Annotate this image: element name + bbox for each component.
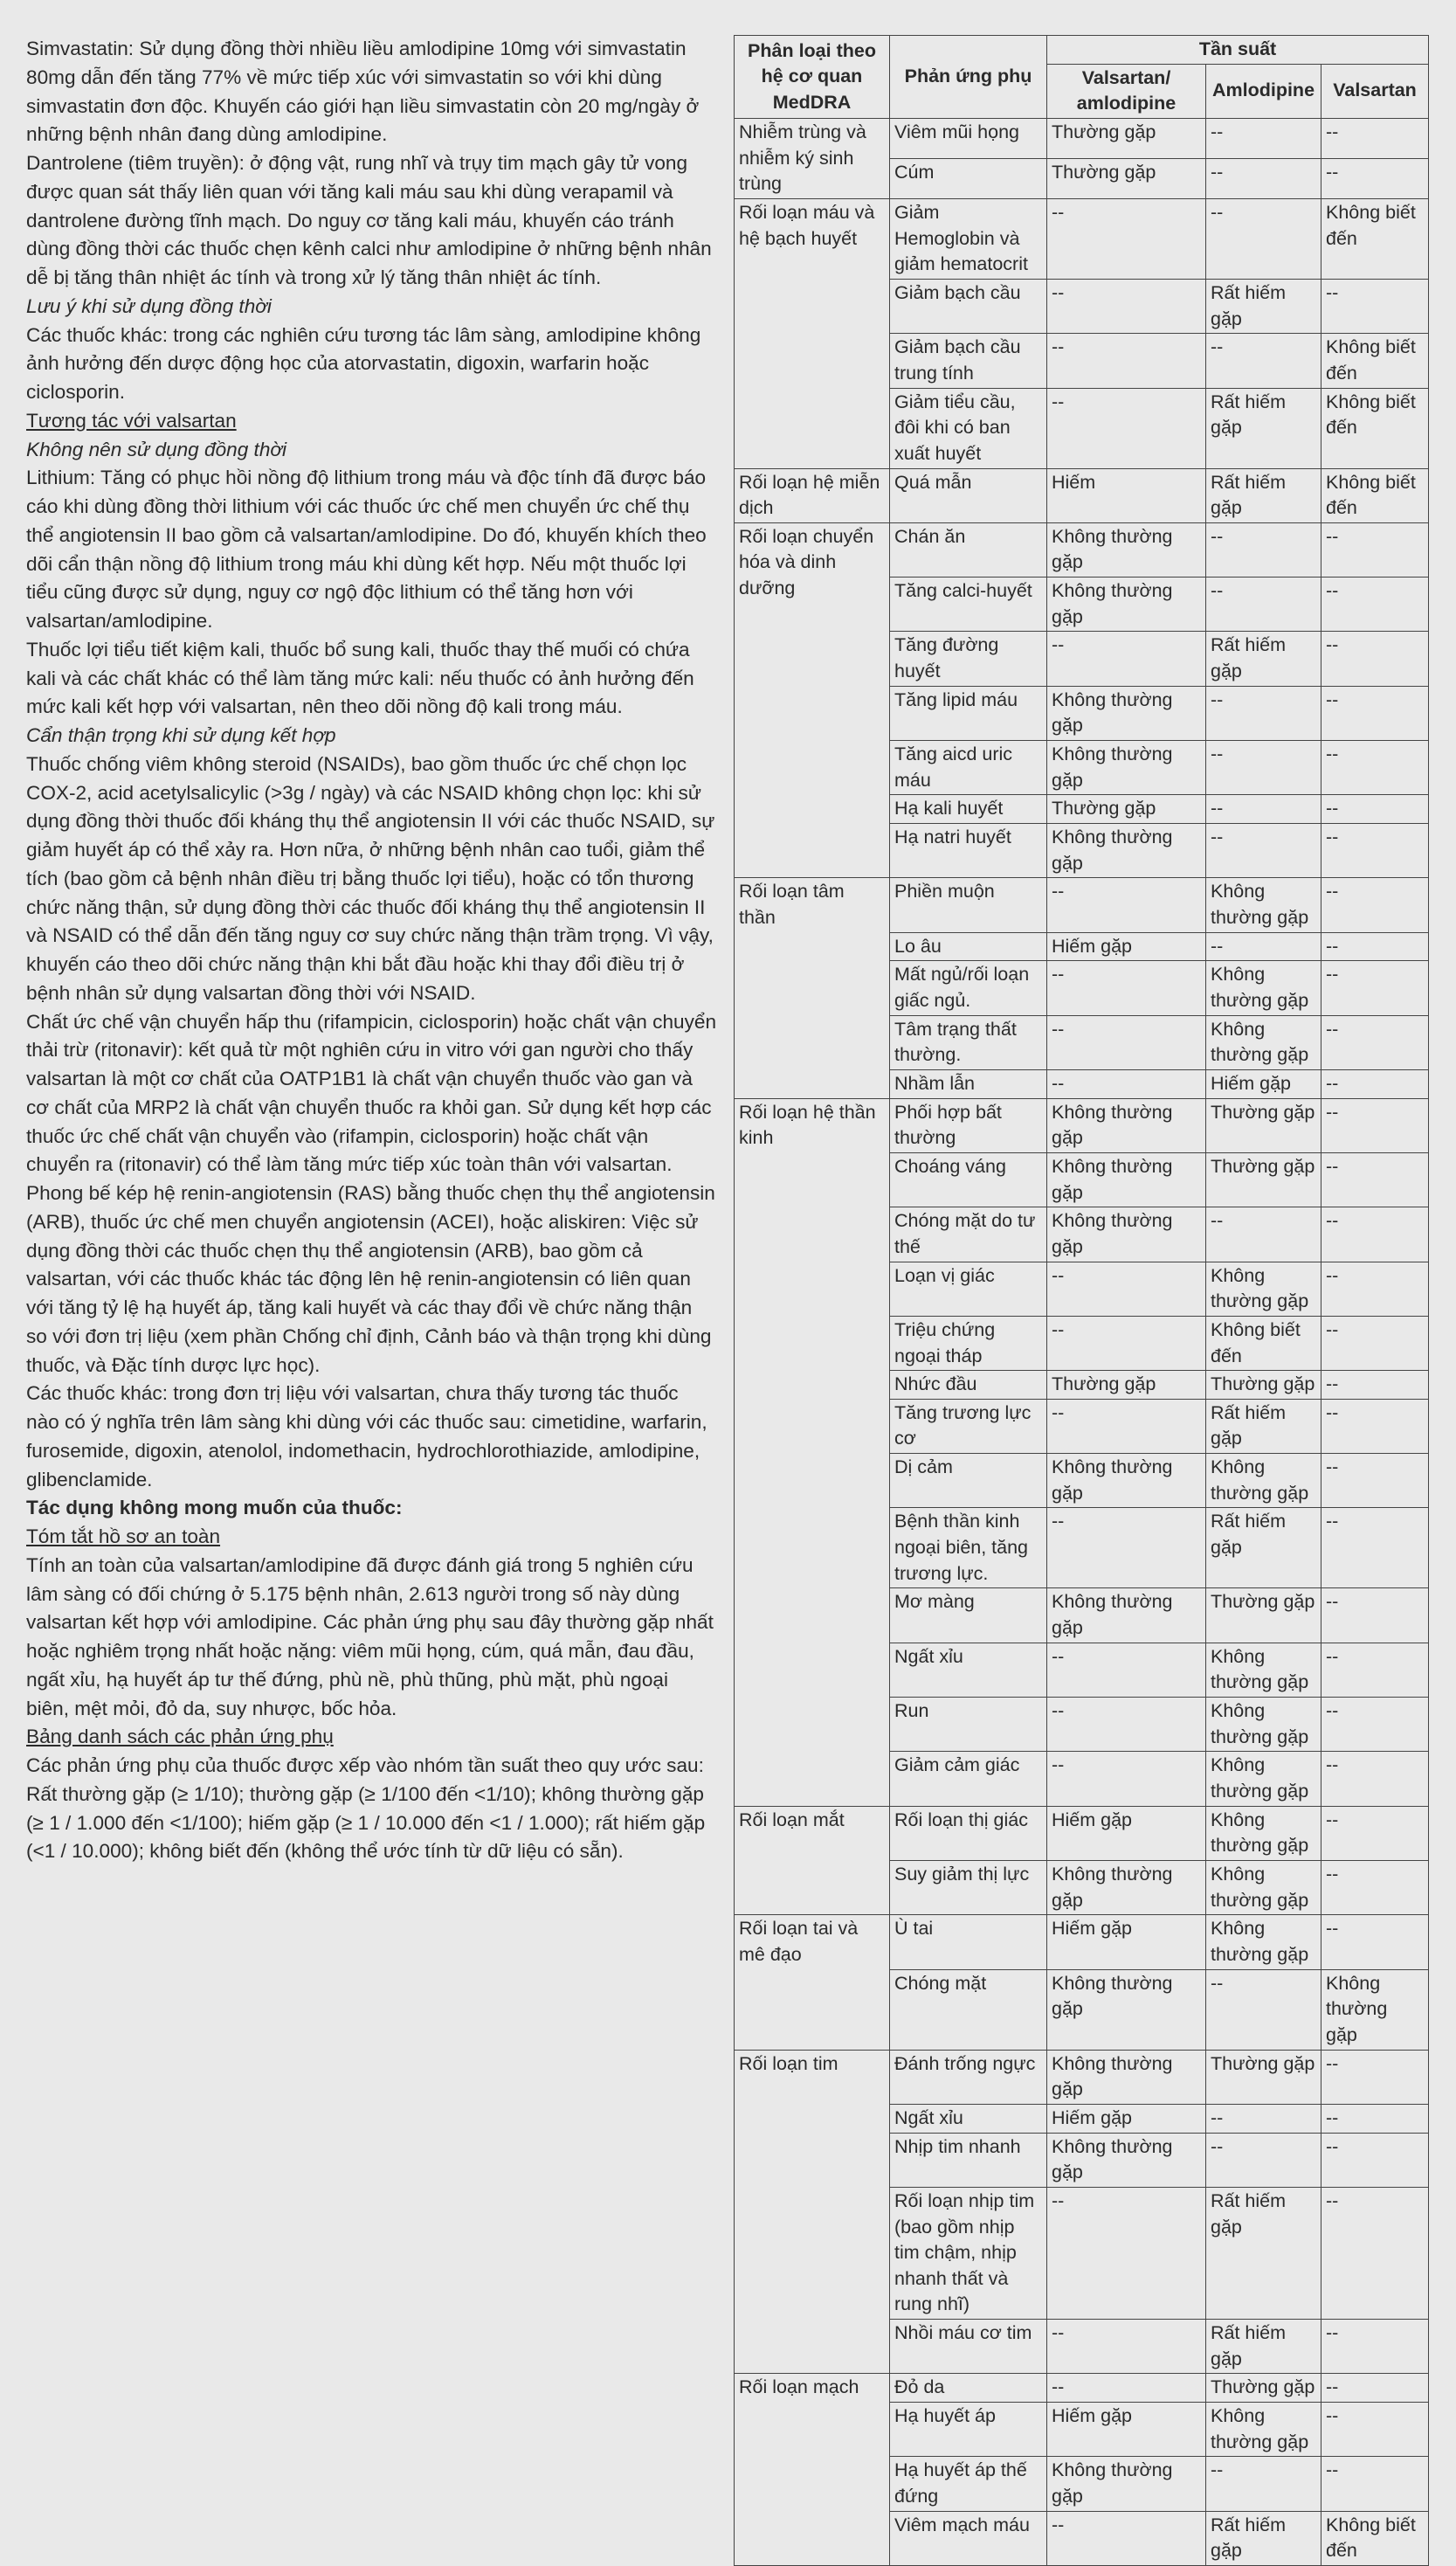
combo-frequency-cell: -- — [1047, 2374, 1206, 2403]
amlodipine-frequency-cell: -- — [1206, 1207, 1321, 1262]
text-paragraph: Tương tác với valsartan — [26, 409, 237, 432]
header-combo: Valsartan/ amlodipine — [1047, 64, 1206, 118]
combo-frequency-cell: -- — [1047, 1643, 1206, 1697]
amlodipine-frequency-cell: -- — [1206, 578, 1321, 632]
valsartan-frequency-cell: Không biết đến — [1321, 198, 1429, 279]
reaction-cell: Lo âu — [890, 932, 1047, 961]
reaction-cell: Ngất xỉu — [890, 1643, 1047, 1697]
reaction-cell: Đánh trống ngực — [890, 2050, 1047, 2104]
amlodipine-frequency-cell: Rất hiếm gặp — [1206, 632, 1321, 686]
header-frequency: Tần suất — [1047, 36, 1429, 65]
combo-frequency-cell: -- — [1047, 2511, 1206, 2565]
valsartan-frequency-cell: -- — [1321, 158, 1429, 198]
amlodipine-frequency-cell: Không thường gặp — [1206, 1698, 1321, 1752]
soc-cell: Rối loạn mạch — [735, 2374, 890, 2566]
valsartan-frequency-cell: -- — [1321, 1015, 1429, 1069]
amlodipine-frequency-cell: Rất hiếm gặp — [1206, 388, 1321, 468]
amlodipine-frequency-cell: -- — [1206, 686, 1321, 740]
text-paragraph: Các thuốc khác: trong đơn trị liệu với valsartan, chưa thấy tương tác thuốc nào có ý nghĩa trên lâm sàng khi dùng với các thuốc sau: cimetidine, warfarin, furosemide, digoxin, atenolol, indomethacin, hydrochlorothiazide, amlodipine, glibenclamide. — [26, 1382, 707, 1490]
soc-cell: Rối loạn tâm thần — [735, 878, 890, 1098]
header-soc: Phân loại theo hệ cơ quan MedDRA — [735, 36, 890, 119]
combo-frequency-cell: -- — [1047, 1069, 1206, 1098]
valsartan-frequency-cell: -- — [1321, 1915, 1429, 1969]
reaction-cell: Viêm mũi họng — [890, 118, 1047, 158]
combo-frequency-cell: Không thường gặp — [1047, 741, 1206, 795]
valsartan-frequency-cell: -- — [1321, 961, 1429, 1015]
amlodipine-frequency-cell: Rất hiếm gặp — [1206, 279, 1321, 333]
combo-frequency-cell: Không thường gặp — [1047, 686, 1206, 740]
soc-cell: Rối loạn chuyển hóa và dinh dưỡng — [735, 522, 890, 878]
valsartan-frequency-cell: -- — [1321, 1316, 1429, 1370]
valsartan-frequency-cell: -- — [1321, 2050, 1429, 2104]
combo-frequency-cell: Không thường gặp — [1047, 1098, 1206, 1152]
valsartan-frequency-cell: -- — [1321, 686, 1429, 740]
combo-frequency-cell: Hiếm gặp — [1047, 2104, 1206, 2133]
valsartan-frequency-cell: Không biết đến — [1321, 468, 1429, 522]
valsartan-frequency-cell: -- — [1321, 1399, 1429, 1453]
valsartan-frequency-cell: Không biết đến — [1321, 2511, 1429, 2565]
amlodipine-frequency-cell: -- — [1206, 932, 1321, 961]
combo-frequency-cell: -- — [1047, 1015, 1206, 1069]
valsartan-frequency-cell: -- — [1321, 2133, 1429, 2187]
combo-frequency-cell: -- — [1047, 1399, 1206, 1453]
reaction-cell: Rối loạn thị giác — [890, 1806, 1047, 1860]
amlodipine-frequency-cell: -- — [1206, 158, 1321, 198]
valsartan-frequency-cell: Không biết đến — [1321, 388, 1429, 468]
text-paragraph: Không nên sử dụng đồng thời — [26, 438, 287, 460]
header-reaction: Phản ứng phụ — [890, 36, 1047, 119]
text-paragraph: Lưu ý khi sử dụng đồng thời — [26, 294, 272, 317]
amlodipine-frequency-cell: -- — [1206, 2104, 1321, 2133]
text-paragraph: Cẩn thận trọng khi sử dụng kết hợp — [26, 724, 336, 746]
text-paragraph: Các thuốc khác: trong các nghiên cứu tương tác lâm sàng, amlodipine không ảnh hưởng đến dược động học của atorvastatin, digoxin, warfarin hoặc ciclosporin. — [26, 323, 701, 403]
text-paragraph: Lithium: Tăng có phục hồi nồng độ lithium trong máu và độc tính đã được báo cáo khi dùng đồng thời lithium với các thuốc ức chế men chuyển ức chế thụ thể angiotensin II bao gồm cả valsartan/amlodipine. Do đó, khuyến khích theo dõi cẩn thận nồng độ lithium trong máu khi dùng kết hợp. Nếu một thuốc lợi tiểu cũng được sử dụng, nguy cơ ngộ độc lithium có thể tăng hơn với valsartan/amlodipine. — [26, 467, 707, 632]
combo-frequency-cell: Không thường gặp — [1047, 522, 1206, 577]
combo-frequency-cell: Không thường gặp — [1047, 1588, 1206, 1643]
combo-frequency-cell: Hiếm gặp — [1047, 932, 1206, 961]
text-paragraph: Simvastatin: Sử dụng đồng thời nhiều liều amlodipine 10mg với simvastatin 80mg dẫn đến tăng 77% về mức tiếp xúc với simvastatin so với khi dùng simvastatin đơn độc. Khuyến cáo giới hạn liều simvastatin còn 20 mg/ngày ở những bệnh nhân đang dùng amlodipine. — [26, 38, 700, 146]
right-table-column — [734, 35, 1428, 2566]
reaction-cell: Phiền muộn — [890, 878, 1047, 932]
reaction-cell: Viêm mạch máu — [890, 2511, 1047, 2565]
amlodipine-frequency-cell: Rất hiếm gặp — [1206, 1399, 1321, 1453]
reaction-cell: Nhịp tim nhanh — [890, 2133, 1047, 2187]
amlodipine-frequency-cell: -- — [1206, 334, 1321, 388]
amlodipine-frequency-cell: Không thường gặp — [1206, 2403, 1321, 2457]
reaction-cell: Suy giảm thị lực — [890, 1860, 1047, 1914]
amlodipine-frequency-cell: -- — [1206, 741, 1321, 795]
reaction-cell: Tăng aicd uric máu — [890, 741, 1047, 795]
amlodipine-frequency-cell: Rất hiếm gặp — [1206, 1508, 1321, 1588]
soc-cell: Rối loạn mắt — [735, 1806, 890, 1915]
amlodipine-frequency-cell: Thường gặp — [1206, 2374, 1321, 2403]
amlodipine-frequency-cell: Không thường gặp — [1206, 1806, 1321, 1860]
amlodipine-frequency-cell: -- — [1206, 198, 1321, 279]
reaction-cell: Giảm tiểu cầu, đôi khi có ban xuất huyết — [890, 388, 1047, 468]
table-row — [735, 2050, 1429, 2104]
reaction-cell: Chán ăn — [890, 522, 1047, 577]
valsartan-frequency-cell: -- — [1321, 1752, 1429, 1806]
reaction-cell: Giảm cảm giác — [890, 1752, 1047, 1806]
amlodipine-frequency-cell: Rất hiếm gặp — [1206, 468, 1321, 522]
amlodipine-frequency-cell: -- — [1206, 118, 1321, 158]
reaction-cell: Bệnh thần kinh ngoại biên, tăng trương lực. — [890, 1508, 1047, 1588]
table-row — [735, 198, 1429, 279]
text-paragraph: Chất ức chế vận chuyển hấp thu (rifampicin, ciclosporin) hoặc chất vận chuyển thải trừ (ritonavir): kết quả từ một nghiên cứu in vitro với gan người cho thấy valsartan là một cơ chất của OATP1B1 là chất vận chuyển thuốc vào gan và cơ chất của MRP2 là chất vận chuyển thuốc ra khỏi gan. Sử dụng kết hợp các thuốc ức chế chất vận chuyển vào (rifampin, ciclosporin) hoặc chất vận chuyển ra (ritonavir) có thể làm tăng mức tiếp xúc toàn thân với valsartan. — [26, 1010, 717, 1176]
amlodipine-frequency-cell: Không biết đến — [1206, 1316, 1321, 1370]
reaction-cell: Tăng trương lực cơ — [890, 1399, 1047, 1453]
valsartan-frequency-cell: -- — [1321, 1860, 1429, 1914]
combo-frequency-cell: Không thường gặp — [1047, 2050, 1206, 2104]
amlodipine-frequency-cell: Không thường gặp — [1206, 878, 1321, 932]
reaction-cell: Mơ màng — [890, 1588, 1047, 1643]
amlodipine-frequency-cell: Rất hiếm gặp — [1206, 2187, 1321, 2319]
combo-frequency-cell: -- — [1047, 961, 1206, 1015]
combo-frequency-cell: Không thường gặp — [1047, 1207, 1206, 1262]
reaction-cell: Hạ kali huyết — [890, 795, 1047, 824]
valsartan-frequency-cell: -- — [1321, 1371, 1429, 1400]
valsartan-frequency-cell: -- — [1321, 2187, 1429, 2319]
reaction-cell: Ù tai — [890, 1915, 1047, 1969]
combo-frequency-cell: Không thường gặp — [1047, 1454, 1206, 1508]
combo-frequency-cell: Thường gặp — [1047, 795, 1206, 824]
soc-cell: Rối loạn tim — [735, 2050, 890, 2374]
combo-frequency-cell: -- — [1047, 1508, 1206, 1588]
header-amlodipine: Amlodipine — [1206, 64, 1321, 118]
amlodipine-frequency-cell: Thường gặp — [1206, 1371, 1321, 1400]
valsartan-frequency-cell: -- — [1321, 2457, 1429, 2511]
reaction-cell: Đỏ da — [890, 2374, 1047, 2403]
amlodipine-frequency-cell: -- — [1206, 522, 1321, 577]
combo-frequency-cell: Không thường gặp — [1047, 2457, 1206, 2511]
text-paragraph: Phong bế kép hệ renin-angiotensin (RAS) bằng thuốc chẹn thụ thể angiotensin (ARB), thuốc ức chế men chuyển angiotensin (ACEI), hoặc aliskiren: Việc sử dụng đồng thời các thuốc chẹn thụ thể angiotensin (ARB), bao gồm cả valsartan, với các thuốc khác tác động lên hệ renin-angiotensin có liên quan với tăng tỷ lệ hạ huyết áp, tăng kali huyết và các thay đổi về chức năng thận so với đơn trị liệu (xem phần Chống chỉ định, Cảnh báo và thận trọng khi dùng thuốc, và Đặc tính dược lực học). — [26, 1182, 715, 1376]
text-paragraph: Tóm tắt hồ sơ an toàn — [26, 1525, 221, 1547]
valsartan-frequency-cell: -- — [1321, 795, 1429, 824]
valsartan-frequency-cell: -- — [1321, 578, 1429, 632]
left-text-column — [26, 35, 716, 1866]
valsartan-frequency-cell: -- — [1321, 632, 1429, 686]
valsartan-frequency-cell: -- — [1321, 1069, 1429, 1098]
valsartan-frequency-cell: -- — [1321, 2374, 1429, 2403]
text-paragraph: Thuốc chống viêm không steroid (NSAIDs), bao gồm thuốc ức chế chọn lọc COX-2, acid acetylsalicylic (>3g / ngày) và các NSAID không chọn lọc: khi sử dụng đồng thời thuốc đối kháng thụ thể angiotensin II với các thuốc NSAID, sự giảm huyết áp có thể xảy ra. Hơn nữa, ở những bệnh nhân cao tuổi, giảm thể tích (bao gồm cả bệnh nhân điều trị bằng thuốc lợi tiểu), hoặc có tổn thương chức năng thận, sử dụng đồng thời các thuốc đối kháng thụ thể angiotensin II và NSAID có thể dẫn đến tăng nguy cơ suy chức năng thận trầm trọng. Vì vậy, khuyến cáo theo dõi chức năng thận khi bắt đầu hoặc khi thay đổi điều trị ở bệnh nhân sử dụng valsartan đồng thời với NSAID. — [26, 752, 715, 1004]
valsartan-frequency-cell: -- — [1321, 1262, 1429, 1316]
combo-frequency-cell: -- — [1047, 334, 1206, 388]
reaction-cell: Hạ natri huyết — [890, 824, 1047, 878]
amlodipine-frequency-cell: Không thường gặp — [1206, 1454, 1321, 1508]
reaction-cell: Dị cảm — [890, 1454, 1047, 1508]
table-row — [735, 2374, 1429, 2403]
amlodipine-frequency-cell: -- — [1206, 2133, 1321, 2187]
combo-frequency-cell: Thường gặp — [1047, 1371, 1206, 1400]
amlodipine-frequency-cell: Không thường gặp — [1206, 1915, 1321, 1969]
valsartan-frequency-cell: -- — [1321, 118, 1429, 158]
reaction-cell: Cúm — [890, 158, 1047, 198]
combo-frequency-cell: -- — [1047, 198, 1206, 279]
text-paragraph: Các phản ứng phụ của thuốc được xếp vào nhóm tần suất theo quy ước sau: Rất thường gặp (≥ 1/10); thường gặp (≥ 1/100 đến <1/10); không thường gặp (≥ 1 / 1.000 đến <1/100); hiếm gặp (≥ 1 / 10.000 đến <1 / 1.000); rất hiếm gặp (<1 / 10.000); không biết đến (không thể ước tính từ dữ liệu có sẵn). — [26, 1754, 706, 1863]
combo-frequency-cell: -- — [1047, 1698, 1206, 1752]
valsartan-frequency-cell: -- — [1321, 2403, 1429, 2457]
amlodipine-frequency-cell: Không thường gặp — [1206, 1860, 1321, 1914]
table-row — [735, 522, 1429, 577]
reaction-cell: Mất ngủ/rối loạn giấc ngủ. — [890, 961, 1047, 1015]
amlodipine-frequency-cell: Hiếm gặp — [1206, 1069, 1321, 1098]
combo-frequency-cell: -- — [1047, 1316, 1206, 1370]
amlodipine-frequency-cell: Thường gặp — [1206, 1588, 1321, 1643]
reaction-cell: Chóng mặt — [890, 1969, 1047, 2050]
text-paragraph: Bảng danh sách các phản ứng phụ — [26, 1726, 334, 1748]
reaction-cell: Tăng calci-huyết — [890, 578, 1047, 632]
valsartan-frequency-cell: -- — [1321, 2320, 1429, 2374]
text-paragraph: Dantrolene (tiêm truyền): ở động vật, rung nhĩ và trụy tim mạch gây tử vong được quan sát thấy liên quan với tăng kali máu sau khi dùng verapamil và dantrolene đường tĩnh mạch. Do nguy cơ tăng kali máu, khuyến cáo tránh dùng đồng thời các thuốc chẹn kênh calci như amlodipine ở những bệnh nhân dễ bị tăng thân nhiệt ác tính và trong xử lý tăng thân nhiệt ác tính. — [26, 152, 712, 288]
reaction-cell: Chóng mặt do tư thế — [890, 1207, 1047, 1262]
soc-cell: Rối loạn tai và mê đạo — [735, 1915, 890, 2050]
combo-frequency-cell: Thường gặp — [1047, 158, 1206, 198]
amlodipine-frequency-cell: -- — [1206, 795, 1321, 824]
adverse-reactions-table — [734, 35, 1429, 2566]
combo-frequency-cell: Không thường gặp — [1047, 1860, 1206, 1914]
soc-cell: Rối loạn hệ miễn dịch — [735, 468, 890, 522]
combo-frequency-cell: -- — [1047, 2320, 1206, 2374]
table-row — [735, 118, 1429, 158]
header-valsartan: Valsartan — [1321, 64, 1429, 118]
reaction-cell: Nhầm lẫn — [890, 1069, 1047, 1098]
reaction-cell: Nhồi máu cơ tim — [890, 2320, 1047, 2374]
amlodipine-frequency-cell: -- — [1206, 1969, 1321, 2050]
amlodipine-frequency-cell: Thường gặp — [1206, 2050, 1321, 2104]
combo-frequency-cell: Hiếm gặp — [1047, 2403, 1206, 2457]
combo-frequency-cell: Không thường gặp — [1047, 824, 1206, 878]
combo-frequency-cell: Hiếm gặp — [1047, 1915, 1206, 1969]
reaction-cell: Loạn vị giác — [890, 1262, 1047, 1316]
amlodipine-frequency-cell: Thường gặp — [1206, 1098, 1321, 1152]
valsartan-frequency-cell: -- — [1321, 1454, 1429, 1508]
combo-frequency-cell: Không thường gặp — [1047, 1152, 1206, 1207]
combo-frequency-cell: -- — [1047, 388, 1206, 468]
amlodipine-frequency-cell: Không thường gặp — [1206, 1752, 1321, 1806]
combo-frequency-cell: -- — [1047, 1752, 1206, 1806]
amlodipine-frequency-cell: -- — [1206, 824, 1321, 878]
valsartan-frequency-cell: -- — [1321, 878, 1429, 932]
soc-cell: Rối loạn hệ thần kinh — [735, 1098, 890, 1806]
section-heading: Tác dụng không mong muốn của thuốc: — [26, 1497, 403, 1519]
valsartan-frequency-cell: -- — [1321, 2104, 1429, 2133]
valsartan-frequency-cell: -- — [1321, 1508, 1429, 1588]
valsartan-frequency-cell: -- — [1321, 279, 1429, 333]
reaction-cell: Giảm bạch cầu trung tính — [890, 334, 1047, 388]
combo-frequency-cell: -- — [1047, 1262, 1206, 1316]
reaction-cell: Run — [890, 1698, 1047, 1752]
amlodipine-frequency-cell: Thường gặp — [1206, 1152, 1321, 1207]
valsartan-frequency-cell: -- — [1321, 932, 1429, 961]
reaction-cell: Choáng váng — [890, 1152, 1047, 1207]
reaction-cell: Triệu chứng ngoại tháp — [890, 1316, 1047, 1370]
combo-frequency-cell: -- — [1047, 632, 1206, 686]
text-paragraph: Tính an toàn của valsartan/amlodipine đã được đánh giá trong 5 nghiên cứu lâm sàng có đối chứng ở 5.175 bệnh nhân, 2.613 người trong số này dùng valsartan kết hợp với amlodipine. Các phản ứng phụ sau đây thường gặp nhất hoặc nghiêm trọng nhất hoặc nặng: viêm mũi họng, cúm, quá mẫn, đau đầu, ngất xỉu, hạ huyết áp tư thế đứng, phù nề, phù thũng, phù mặt, phù ngoại biên, mệt mỏi, đỏ da, suy nhược, bốc hỏa. — [26, 1553, 714, 1719]
combo-frequency-cell: -- — [1047, 2187, 1206, 2319]
valsartan-frequency-cell: Không thường gặp — [1321, 1969, 1429, 2050]
combo-frequency-cell: -- — [1047, 279, 1206, 333]
table-row — [735, 1098, 1429, 1152]
amlodipine-frequency-cell: Không thường gặp — [1206, 1015, 1321, 1069]
table-row — [735, 468, 1429, 522]
combo-frequency-cell: Không thường gặp — [1047, 2133, 1206, 2187]
amlodipine-frequency-cell: Không thường gặp — [1206, 961, 1321, 1015]
valsartan-frequency-cell: Không biết đến — [1321, 334, 1429, 388]
valsartan-frequency-cell: -- — [1321, 1698, 1429, 1752]
table-body — [735, 118, 1429, 2565]
reaction-cell: Tăng lipid máu — [890, 686, 1047, 740]
reaction-cell: Giảm bạch cầu — [890, 279, 1047, 333]
amlodipine-frequency-cell: Không thường gặp — [1206, 1262, 1321, 1316]
reaction-cell: Nhức đầu — [890, 1371, 1047, 1400]
reaction-cell: Phối hợp bất thường — [890, 1098, 1047, 1152]
reaction-cell: Tăng đường huyết — [890, 632, 1047, 686]
valsartan-frequency-cell: -- — [1321, 1152, 1429, 1207]
valsartan-frequency-cell: -- — [1321, 1806, 1429, 1860]
valsartan-frequency-cell: -- — [1321, 1098, 1429, 1152]
reaction-cell: Tâm trạng thất thường. — [890, 1015, 1047, 1069]
soc-cell: Nhiễm trùng và nhiễm ký sinh trùng — [735, 118, 890, 198]
valsartan-frequency-cell: -- — [1321, 522, 1429, 577]
reaction-cell: Rối loạn nhịp tim (bao gồm nhịp tim chậm, nhịp nhanh thất và rung nhĩ) — [890, 2187, 1047, 2319]
amlodipine-frequency-cell: Rất hiếm gặp — [1206, 2511, 1321, 2565]
combo-frequency-cell: -- — [1047, 878, 1206, 932]
amlodipine-frequency-cell: -- — [1206, 2457, 1321, 2511]
combo-frequency-cell: Hiếm gặp — [1047, 1806, 1206, 1860]
amlodipine-frequency-cell: Rất hiếm gặp — [1206, 2320, 1321, 2374]
soc-cell: Rối loạn máu và hệ bạch huyết — [735, 198, 890, 468]
reaction-cell: Ngất xỉu — [890, 2104, 1047, 2133]
valsartan-frequency-cell: -- — [1321, 1207, 1429, 1262]
reaction-cell: Quá mẫn — [890, 468, 1047, 522]
combo-frequency-cell: Hiếm — [1047, 468, 1206, 522]
reaction-cell: Hạ huyết áp thế đứng — [890, 2457, 1047, 2511]
table-row — [735, 1915, 1429, 1969]
valsartan-frequency-cell: -- — [1321, 1588, 1429, 1643]
valsartan-frequency-cell: -- — [1321, 1643, 1429, 1697]
text-paragraph: Thuốc lợi tiểu tiết kiệm kali, thuốc bổ sung kali, thuốc thay thế muối có chứa kali và các chất khác có thể làm tăng mức kali: nếu thuốc có ảnh hưởng đến mức kali kết hợp với valsartan, nên theo dõi nồng độ kali trong máu. — [26, 638, 694, 718]
valsartan-frequency-cell: -- — [1321, 824, 1429, 878]
table-row — [735, 1806, 1429, 1860]
reaction-cell: Hạ huyết áp — [890, 2403, 1047, 2457]
table-row — [735, 878, 1429, 932]
combo-frequency-cell: Không thường gặp — [1047, 1969, 1206, 2050]
valsartan-frequency-cell: -- — [1321, 741, 1429, 795]
reaction-cell: Giảm Hemoglobin và giảm hematocrit — [890, 198, 1047, 279]
amlodipine-frequency-cell: Không thường gặp — [1206, 1643, 1321, 1697]
combo-frequency-cell: Thường gặp — [1047, 118, 1206, 158]
combo-frequency-cell: Không thường gặp — [1047, 578, 1206, 632]
